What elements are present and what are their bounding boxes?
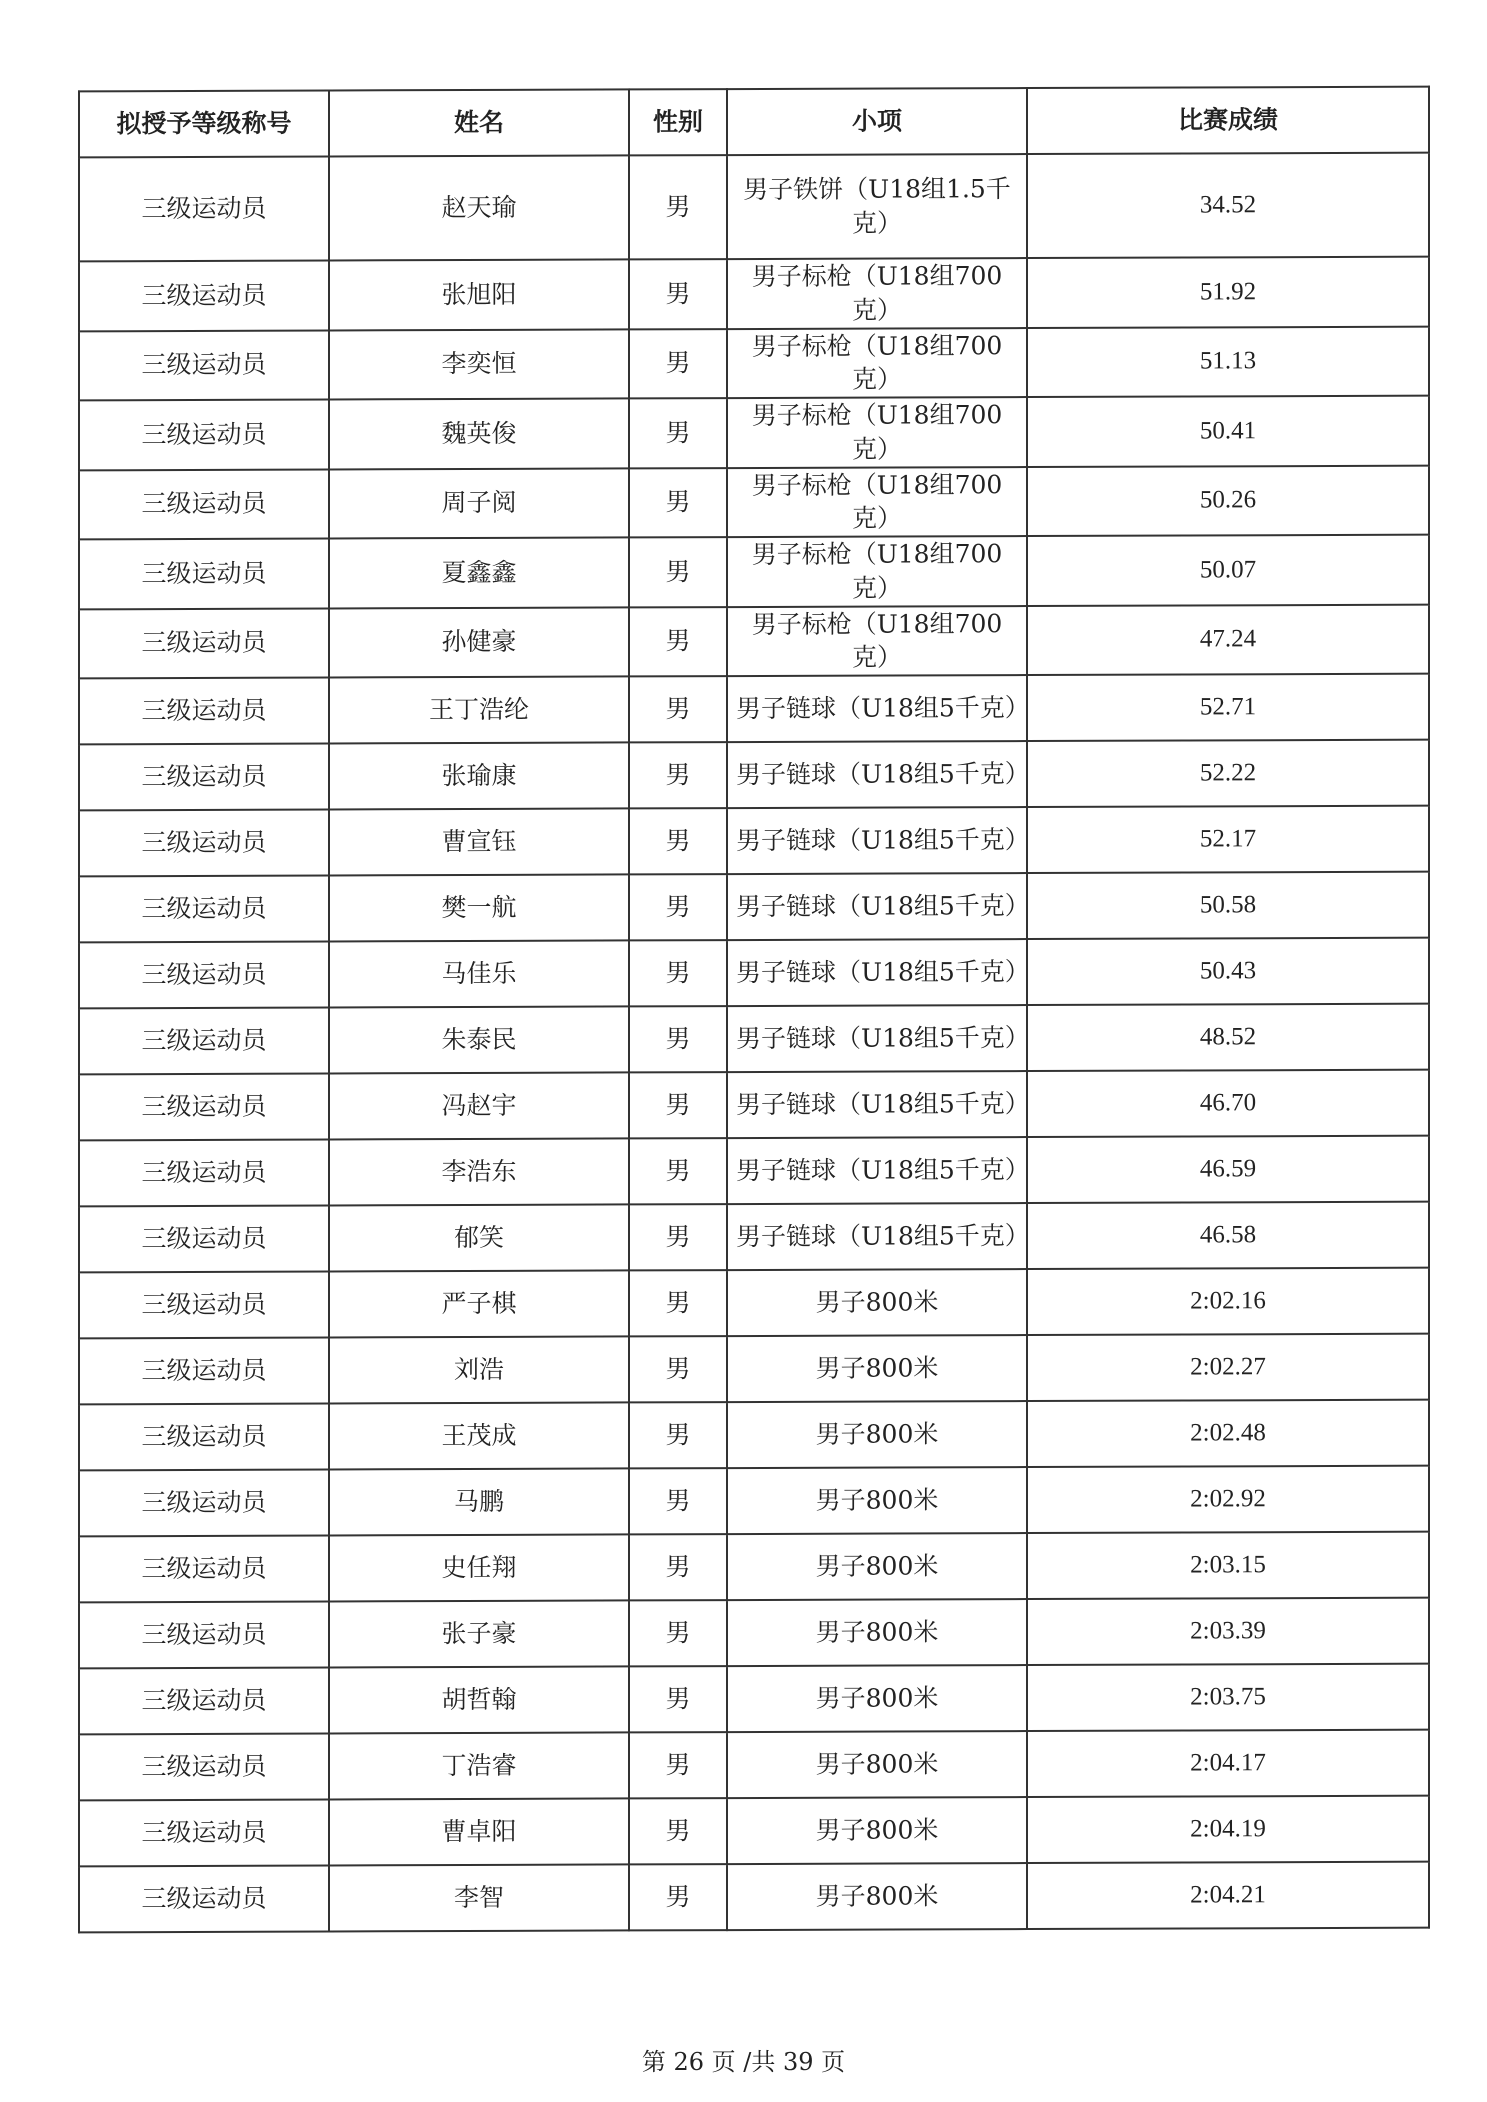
grade-cell: 三级运动员 [79,1337,329,1404]
event-cell: 男子800米 [727,1797,1027,1864]
name-cell: 曹卓阳 [329,1798,629,1865]
gender-cell: 男 [629,742,727,808]
table-row [79,1070,1429,1141]
score-cell: 52.17 [1027,806,1429,873]
score-cell: 2:03.15 [1027,1532,1429,1599]
event-cell: 男子800米 [727,1863,1027,1930]
table-row [79,1532,1429,1603]
name-cell: 王茂成 [329,1402,629,1469]
header-title-grade: 拟授予等级称号 [79,90,329,157]
grade-cell: 三级运动员 [79,1403,329,1470]
gender-cell: 男 [629,874,727,940]
header-score: 比赛成绩 [1027,87,1429,154]
table-row [79,396,1429,470]
name-cell: 张瑜康 [329,742,629,809]
table-body [79,153,1429,1933]
name-cell: 樊一航 [329,874,629,941]
table-row [79,1004,1429,1075]
gender-cell: 男 [629,1666,727,1732]
score-cell: 34.52 [1027,153,1429,258]
gender-cell: 男 [629,808,727,874]
name-cell: 赵天瑜 [329,155,629,260]
name-cell: 朱泰民 [329,1006,629,1073]
grade-cell: 三级运动员 [79,1865,329,1932]
gender-cell: 男 [629,1270,727,1336]
gender-cell: 男 [629,1600,727,1666]
score-cell: 48.52 [1027,1004,1429,1071]
table-row [79,257,1429,331]
grade-cell: 三级运动员 [79,1667,329,1734]
name-cell: 张旭阳 [329,259,629,330]
event-cell: 男子标枪（U18组700克） [727,467,1027,538]
header-gender: 性别 [629,89,727,155]
event-cell: 男子标枪（U18组700克） [727,606,1027,677]
event-cell: 男子链球（U18组5千克） [727,807,1027,874]
event-cell: 男子链球（U18组5千克） [727,1071,1027,1138]
score-cell: 47.24 [1027,604,1429,675]
gender-cell: 男 [629,259,727,329]
score-cell: 2:03.39 [1027,1598,1429,1665]
grade-cell: 三级运动员 [79,1205,329,1272]
name-cell: 曹宣钰 [329,808,629,875]
gender-cell: 男 [629,1534,727,1600]
name-cell: 李浩东 [329,1138,629,1205]
name-cell: 王丁浩纶 [329,676,629,743]
table-row [79,326,1429,400]
table-row [79,1796,1429,1867]
grade-cell: 三级运动员 [79,260,329,330]
score-cell: 2:02.16 [1027,1268,1429,1335]
event-cell: 男子链球（U18组5千克） [727,939,1027,1006]
event-cell: 男子链球（U18组5千克） [727,873,1027,940]
event-cell: 男子链球（U18组5千克） [727,675,1027,742]
name-cell: 马佳乐 [329,940,629,1007]
table-row [79,1730,1429,1801]
gender-cell: 男 [629,676,727,742]
gender-cell: 男 [629,940,727,1006]
gender-cell: 男 [629,468,727,538]
score-cell: 2:04.21 [1027,1862,1429,1929]
event-cell: 男子800米 [727,1533,1027,1600]
event-cell: 男子标枪（U18组700克） [727,328,1027,399]
event-cell: 男子链球（U18组5千克） [727,1203,1027,1270]
gender-cell: 男 [629,155,727,259]
event-cell: 男子800米 [727,1401,1027,1468]
table-row [79,1598,1429,1669]
name-cell: 魏英俊 [329,398,629,469]
grade-cell: 三级运动员 [79,538,329,608]
page-number: 第 26 页 /共 39 页 [641,2048,846,2076]
event-cell: 男子标枪（U18组700克） [727,258,1027,329]
event-cell: 男子800米 [727,1335,1027,1402]
gender-cell: 男 [629,1798,727,1864]
grade-cell: 三级运动员 [79,1799,329,1866]
gender-cell: 男 [629,1402,727,1468]
grade-cell: 三级运动员 [79,330,329,400]
event-cell: 男子标枪（U18组700克） [727,536,1027,607]
score-cell: 50.07 [1027,535,1429,606]
name-cell: 胡哲翰 [329,1666,629,1733]
table-row [79,938,1429,1009]
score-cell: 51.13 [1027,326,1429,397]
score-cell: 2:02.48 [1027,1400,1429,1467]
name-cell: 李智 [329,1864,629,1931]
score-cell: 46.70 [1027,1070,1429,1137]
score-cell: 52.22 [1027,740,1429,807]
table-row [79,1400,1429,1471]
table-row [79,674,1429,745]
grade-cell: 三级运动员 [79,608,329,678]
score-cell: 46.58 [1027,1202,1429,1269]
table-row [79,872,1429,943]
name-cell: 马鹏 [329,1468,629,1535]
score-cell: 2:04.19 [1027,1796,1429,1863]
name-cell: 李奕恒 [329,329,629,400]
table-row [79,1862,1429,1933]
grade-cell: 三级运动员 [79,677,329,744]
score-cell: 50.58 [1027,872,1429,939]
gender-cell: 男 [629,1006,727,1072]
table-row [79,1466,1429,1537]
gender-cell: 男 [629,1468,727,1534]
event-cell: 男子铁饼（U18组1.5千克） [727,154,1027,259]
name-cell: 刘浩 [329,1336,629,1403]
grade-cell: 三级运动员 [79,156,329,261]
score-cell: 2:04.17 [1027,1730,1429,1797]
table-row [79,1268,1429,1339]
name-cell: 冯赵宇 [329,1072,629,1139]
score-cell: 51.92 [1027,257,1429,328]
event-cell: 男子标枪（U18组700克） [727,397,1027,468]
name-cell: 丁浩睿 [329,1732,629,1799]
name-cell: 孙健豪 [329,607,629,678]
score-cell: 2:02.92 [1027,1466,1429,1533]
grade-cell: 三级运动员 [79,1139,329,1206]
gender-cell: 男 [629,537,727,607]
table-row [79,1202,1429,1273]
header-row [79,87,1429,158]
grade-cell: 三级运动员 [79,1535,329,1602]
event-cell: 男子链球（U18组5千克） [727,741,1027,808]
name-cell: 严子棋 [329,1270,629,1337]
name-cell: 郁笑 [329,1204,629,1271]
grade-cell: 三级运动员 [79,743,329,810]
name-cell: 周子阅 [329,468,629,539]
table-row [79,1136,1429,1207]
grade-cell: 三级运动员 [79,809,329,876]
gender-cell: 男 [629,1864,727,1930]
name-cell: 史任翔 [329,1534,629,1601]
grade-cell: 三级运动员 [79,1007,329,1074]
table-row [79,740,1429,811]
gender-cell: 男 [629,1072,727,1138]
event-cell: 男子链球（U18组5千克） [727,1137,1027,1204]
table-row [79,153,1429,262]
table-row [79,604,1429,678]
score-cell: 46.59 [1027,1136,1429,1203]
gender-cell: 男 [629,1732,727,1798]
header-name: 姓名 [329,89,629,156]
score-cell: 50.41 [1027,396,1429,467]
event-cell: 男子800米 [727,1731,1027,1798]
table-row [79,1334,1429,1405]
event-cell: 男子800米 [727,1467,1027,1534]
grade-cell: 三级运动员 [79,1073,329,1140]
grade-cell: 三级运动员 [79,1601,329,1668]
grade-cell: 三级运动员 [79,1469,329,1536]
table-row [79,1664,1429,1735]
gender-cell: 男 [629,398,727,468]
name-cell: 张子豪 [329,1600,629,1667]
grade-cell: 三级运动员 [79,1271,329,1338]
event-cell: 男子800米 [727,1269,1027,1336]
name-cell: 夏鑫鑫 [329,537,629,608]
score-cell: 50.43 [1027,938,1429,1005]
event-cell: 男子800米 [727,1599,1027,1666]
table-row [79,535,1429,609]
results-table [78,86,1430,1934]
score-cell: 52.71 [1027,674,1429,741]
gender-cell: 男 [629,329,727,399]
gender-cell: 男 [629,607,727,677]
gender-cell: 男 [629,1336,727,1402]
table-row [79,806,1429,877]
grade-cell: 三级运动员 [79,1733,329,1800]
score-cell: 50.26 [1027,465,1429,536]
gender-cell: 男 [629,1138,727,1204]
grade-cell: 三级运动员 [79,941,329,1008]
grade-cell: 三级运动员 [79,399,329,469]
score-cell: 2:03.75 [1027,1664,1429,1731]
gender-cell: 男 [629,1204,727,1270]
header-event: 小项 [727,88,1027,155]
event-cell: 男子800米 [727,1665,1027,1732]
grade-cell: 三级运动员 [79,469,329,539]
grade-cell: 三级运动员 [79,875,329,942]
event-cell: 男子链球（U18组5千克） [727,1005,1027,1072]
table-row [79,465,1429,539]
score-cell: 2:02.27 [1027,1334,1429,1401]
